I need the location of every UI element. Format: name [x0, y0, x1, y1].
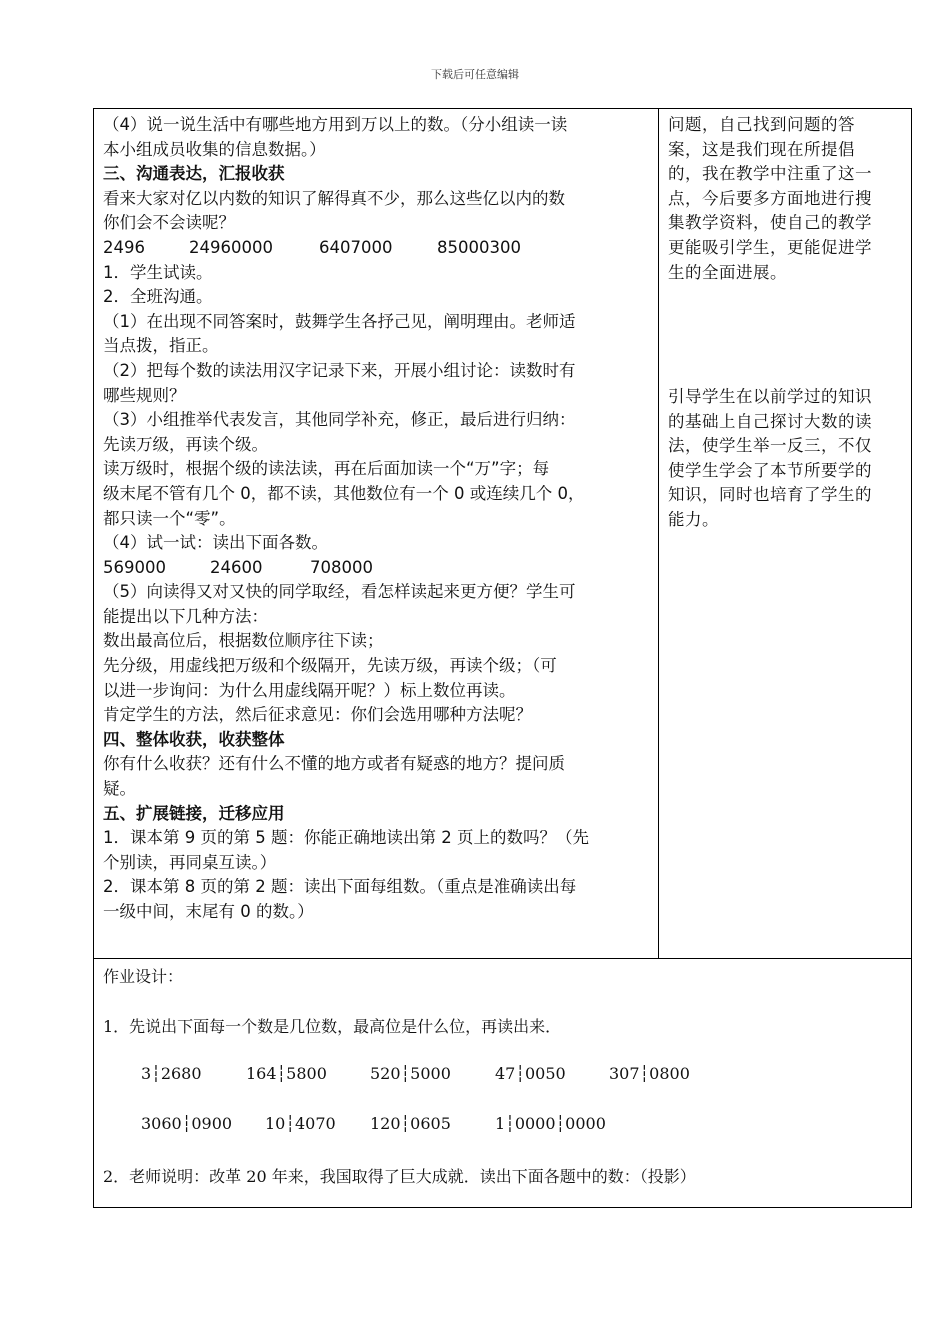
- text-line: （5）向读得又对又快的同学取经，看怎样读起来更方便？学生可: [103, 582, 576, 602]
- text-line: 都只读一个“零”。: [103, 508, 236, 528]
- text-line: 先读万级，再读个级。: [103, 434, 268, 454]
- number: 24960000: [189, 237, 273, 257]
- number: 2496: [103, 237, 145, 257]
- text-line: 问题，自己找到问题的答: [668, 115, 855, 134]
- section-heading: 五、扩展链接，迁移应用: [103, 803, 285, 823]
- text-line: 2．全班沟通。: [103, 287, 213, 307]
- homework-question: 2．老师说明：改革 20 年来，我国取得了巨大成就．读出下面各题中的数：（投影）: [103, 1167, 696, 1186]
- homework-title: 作业设计：: [103, 967, 184, 986]
- number-group: 164┆5800: [246, 1064, 327, 1083]
- text-line: 以进一步询问：为什么用虚线隔开呢？）标上数位再读。: [103, 680, 516, 700]
- column-divider: [658, 109, 659, 958]
- text-line: 引导学生在以前学过的知识: [668, 387, 872, 406]
- number-group: 3┆2680: [141, 1064, 202, 1083]
- text-line: 你们会不会读呢？: [103, 213, 235, 233]
- text-line: （1）在出现不同答案时，鼓舞学生各抒己见，阐明理由。老师适: [103, 311, 576, 331]
- number-row: [103, 556, 651, 581]
- text-line: 级末尾不管有几个 0，都不读，其他数位有一个 0 或连续几个 0，: [103, 483, 585, 503]
- number-row: [103, 236, 651, 261]
- number: 6407000: [319, 237, 393, 257]
- text-line: 案，这是我们现在所提倡: [668, 139, 855, 159]
- text-line: 1．课本第 9 页的第 5 题：你能正确地读出第 2 页上的数吗？（先: [103, 828, 589, 848]
- text-line: 能力。: [668, 509, 719, 529]
- design-intent-note: [668, 385, 906, 533]
- text-line: 能提出以下几种方法：: [103, 606, 268, 626]
- text-line: 点，今后要多方面地进行搜: [668, 188, 872, 208]
- teaching-process-cell: [103, 113, 651, 925]
- text-line: 一级中间，末尾有 0 的数。）: [103, 902, 314, 921]
- number: 708000: [310, 557, 373, 577]
- text-line: （4）说一说生活中有哪些地方用到万以上的数。（分小组读一读: [103, 115, 568, 134]
- number: 24600: [210, 557, 263, 577]
- number-group: 1┆0000┆0000: [495, 1114, 606, 1133]
- number-group: 10┆4070: [265, 1114, 336, 1133]
- number-group: 47┆0050: [495, 1064, 566, 1083]
- text-line: 知识，同时也培育了学生的: [668, 485, 872, 505]
- text-line: 你有什么收获？还有什么不懂的地方或者有疑惑的地方？提问质: [103, 754, 565, 774]
- design-intent-note: [668, 113, 906, 285]
- text-line: 1．学生试读。: [103, 262, 213, 282]
- number: 85000300: [437, 237, 521, 257]
- text-line: 看来大家对亿以内数的知识了解得真不少，那么这些亿以内的数: [103, 188, 565, 208]
- number-group: 520┆5000: [370, 1064, 451, 1083]
- text-line: 的基础上自己探讨大数的读: [668, 411, 872, 431]
- text-line: 更能吸引学生，更能促进学: [668, 237, 872, 257]
- text-line: 个别读，再同桌互读。）: [103, 852, 277, 872]
- text-line: 集教学资料，使自己的教学: [668, 213, 872, 233]
- text-line: 疑。: [103, 779, 136, 799]
- number-group: 3060┆0900: [141, 1114, 233, 1133]
- homework-question: 1．先说出下面每一个数是几位数，最高位是什么位，再读出来．: [103, 1017, 562, 1036]
- text-line: 数出最高位后，根据数位顺序往下读；: [103, 631, 384, 651]
- text-line: 哪些规则？: [103, 385, 186, 405]
- number: 569000: [103, 557, 166, 577]
- text-line: 肯定学生的方法，然后征求意见：你们会选用哪种方法呢？: [103, 705, 532, 725]
- number-group: 120┆0605: [370, 1114, 451, 1133]
- lesson-table: [93, 108, 912, 1208]
- page-header: 下载后可任意编辑: [431, 68, 519, 81]
- section-heading: 三、沟通表达，汇报收获: [103, 164, 285, 184]
- text-line: （4）试一试：读出下面各数。: [103, 533, 328, 553]
- section-heading: 四、整体收获，收获整体: [103, 729, 285, 749]
- text-line: 的，我在教学中注重了这一: [668, 164, 872, 184]
- text-line: 法，使学生举一反三，不仅: [668, 436, 872, 456]
- text-line: 读万级时，根据个级的读法读，再在后面加读一个“万”字；每: [103, 459, 550, 479]
- text-line: 2．课本第 8 页的第 2 题：读出下面每组数。（重点是准确读出每: [103, 877, 577, 897]
- row-divider: [94, 958, 911, 959]
- text-line: 本小组成员收集的信息数据。）: [103, 139, 326, 159]
- text-line: 当点拨，指正。: [103, 336, 219, 356]
- number-group: 307┆0800: [609, 1064, 690, 1083]
- text-line: 先分级，用虚线把万级和个级隔开，先读万级，再读个级；（可: [103, 656, 557, 676]
- text-line: 使学生学会了本节所要学的: [668, 460, 872, 480]
- text-line: （2）把每个数的读法用汉字记录下来，开展小组讨论：读数时有: [103, 360, 576, 380]
- text-line: 生的全面进展。: [668, 262, 787, 282]
- text-line: （3）小组推举代表发言，其他同学补充，修正，最后进行归纳：: [103, 410, 576, 430]
